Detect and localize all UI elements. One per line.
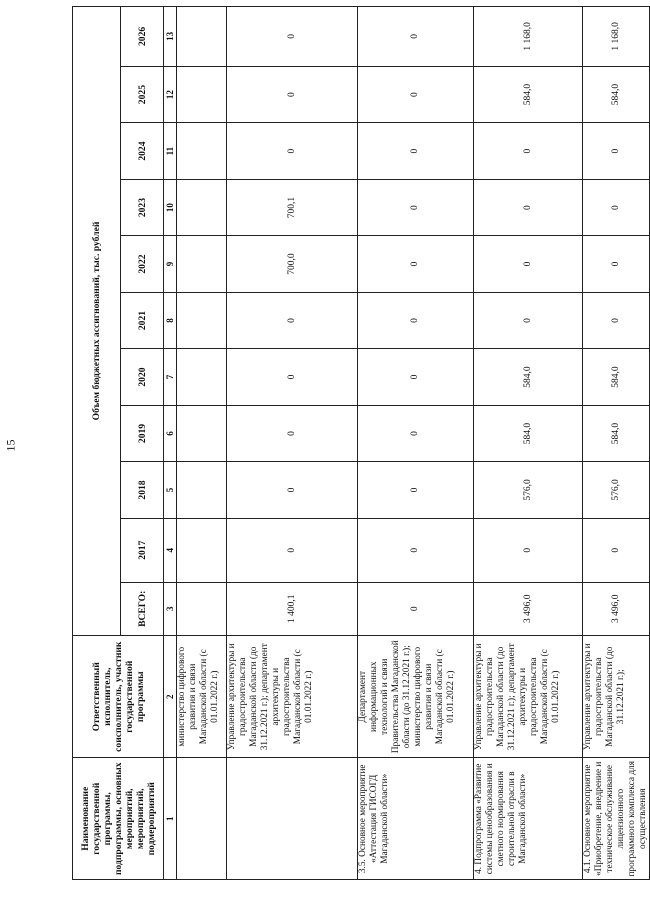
row-name [177,758,227,880]
row-name [227,758,358,880]
header-budget-title: Объем бюджетных ассигнований, тыс. рублей [73,7,121,636]
column-number: 13 [164,7,177,67]
column-number: 5 [164,462,177,518]
row-value: 0 [358,7,474,67]
row-value [177,123,227,179]
table-body [177,7,650,880]
table-row [358,7,474,880]
row-name: 4.1. Основное мероприятие «Приобретение, внедрение и техническое обслуживание лицензионного программного комплекса для осуществления [583,758,650,880]
header-name: Наименование государственной программы, подпрограммы, основных мероприятий, мероприятий, подмероприятий [73,758,164,880]
row-value: 0 [227,292,358,348]
header-year: 2018 [121,462,164,518]
column-number: 6 [164,405,177,461]
row-value: 584,0 [474,66,583,122]
header-year: 2020 [121,349,164,405]
table-row [474,7,583,880]
column-number: 2 [164,635,177,758]
row-value: 0 [474,236,583,292]
header-year: 2021 [121,292,164,348]
row-value: 0 [227,7,358,67]
row-value [177,349,227,405]
header-year: 2025 [121,66,164,122]
header-year: 2019 [121,405,164,461]
column-number: 4 [164,518,177,582]
header-year: 2022 [121,236,164,292]
row-responsible: Департамент информационных технологий и связи Правительства Магаданской области (до 31.12.2021 г.); министерство цифрового развития и связи Магаданской области (с 01.01.2022 г.) [358,635,474,758]
row-name: 4. Подпрограмма «Развитие системы ценообразования и сметного нормирования строительной отрасли в Магаданской области» [474,758,583,880]
row-value [177,66,227,122]
row-value: 584,0 [583,349,650,405]
row-value [177,462,227,518]
row-value: 0 [358,179,474,235]
row-value: 1 168,0 [583,7,650,67]
row-value: 0 [583,123,650,179]
row-name: 3.5. Основное мероприятие «Аттестация ГИСОГД Магаданской области» [358,758,474,880]
table-row [583,7,650,880]
page-number: 15 [3,439,18,452]
header-year: 2024 [121,123,164,179]
header-year: 2023 [121,179,164,235]
row-value: 0 [583,518,650,582]
row-responsible: Управление архитектуры и градостроительства Магаданской области (до 31.12.2021 г.); департамент архитектуры и градостроительства Магаданской области (с 01.01.2022 г.) [474,635,583,758]
column-number: 12 [164,66,177,122]
row-value [177,179,227,235]
row-value: 0 [583,236,650,292]
row-value [177,518,227,582]
column-number: 7 [164,349,177,405]
row-value [177,7,227,67]
column-numbers-row [164,7,177,880]
row-value: 0 [358,518,474,582]
row-value: 0 [474,179,583,235]
column-number: 1 [164,758,177,880]
header-responsible: Ответственный исполнитель, соисполнитель, участник государственной программы [73,635,164,758]
column-number: 10 [164,179,177,235]
row-value: 0 [358,292,474,348]
row-value: 0 [227,123,358,179]
row-value: 700,1 [227,179,358,235]
row-responsible: министерство цифрового развития и связи Магаданской области (с 01.01.2022 г.) [177,635,227,758]
row-value: 0 [358,123,474,179]
row-value [177,236,227,292]
column-number: 11 [164,123,177,179]
row-value: 1 168,0 [474,7,583,67]
row-value: 0 [358,462,474,518]
table-row [177,7,227,880]
row-value: 0 [227,518,358,582]
row-responsible: Управление архитектуры и градостроительства Магаданской области (до 31.12.2021 г.); [583,635,650,758]
table-row [227,7,358,880]
row-value [177,405,227,461]
column-number: 8 [164,292,177,348]
row-value: 584,0 [583,66,650,122]
header-year: 2017 [121,518,164,582]
row-value [177,292,227,348]
row-responsible: Управление архитектуры и градостроительства Магаданской области (до 31.12.2021 г.); департамент архитектуры и градостроительства Магаданской области (с 01.01.2022 г.) [227,635,358,758]
row-value: 576,0 [583,462,650,518]
row-value: 0 [474,518,583,582]
row-value: 584,0 [474,405,583,461]
row-value: 0 [227,462,358,518]
header-total: ВСЕГО: [121,582,164,635]
row-value: 0 [227,405,358,461]
row-value: 3 496,0 [474,582,583,635]
row-value: 0 [583,179,650,235]
row-value: 0 [358,236,474,292]
row-value: 584,0 [583,405,650,461]
row-value: 0 [583,292,650,348]
row-value: 0 [358,349,474,405]
column-number: 3 [164,582,177,635]
row-value: 1 400,1 [227,582,358,635]
row-value: 0 [227,66,358,122]
column-number: 9 [164,236,177,292]
header-year: 2026 [121,7,164,67]
row-value: 0 [227,349,358,405]
row-value: 0 [358,66,474,122]
row-value: 0 [358,582,474,635]
row-value: 584,0 [474,349,583,405]
row-value: 700,0 [227,236,358,292]
row-value: 0 [474,123,583,179]
budget-table [72,6,650,880]
row-value: 0 [358,405,474,461]
row-value [177,582,227,635]
row-value: 576,0 [474,462,583,518]
row-value: 3 496,0 [583,582,650,635]
row-value: 0 [474,292,583,348]
